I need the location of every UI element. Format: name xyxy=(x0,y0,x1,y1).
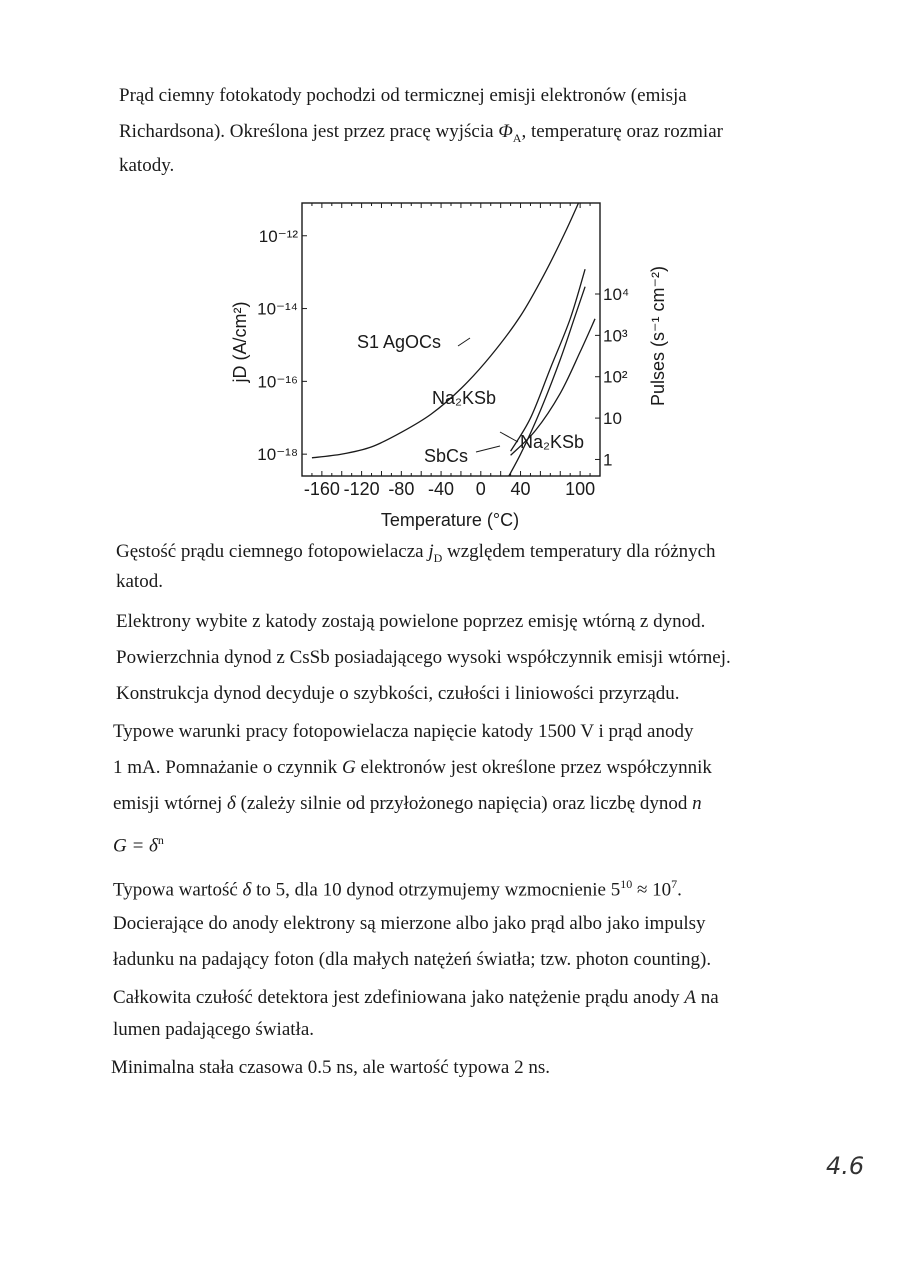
body-line-2 xyxy=(116,646,731,670)
body-line-3 xyxy=(116,682,680,706)
x-tick-label: -40 xyxy=(428,479,455,499)
body-line-11 xyxy=(113,1018,314,1042)
series-label-2: Na₂KSb xyxy=(432,388,497,408)
right-y-axis-title: Pulses (s⁻¹ cm⁻²) xyxy=(648,265,668,407)
left-y-tick-label: 10⁻¹⁶ xyxy=(257,372,298,392)
body-line-9 xyxy=(113,948,711,972)
body-line-8 xyxy=(113,912,706,936)
series-label-1: S1 AgOCs xyxy=(357,332,442,352)
text-segment: 7 xyxy=(671,877,678,891)
text-segment: A xyxy=(684,987,696,1008)
text-segment: Richardsona). Określona jest przez pracę wyjścia xyxy=(119,121,499,142)
left-y-axis-title: jD (A/cm²) xyxy=(230,301,250,383)
text-segment: 10 xyxy=(620,877,633,891)
body-line-4 xyxy=(113,720,693,744)
text-segment: A xyxy=(512,130,522,145)
label-leader-s1 xyxy=(458,338,470,346)
left-y-tick-label: 10⁻¹² xyxy=(258,226,298,246)
text-segment: lumen padającego światła. xyxy=(113,1019,315,1040)
text-segment: 1 mA. Pomnażanie o czynnik xyxy=(113,757,343,778)
text-segment: Całkowita czułość detektora jest zdefiniowana jako natężenie prądu anody xyxy=(113,987,685,1008)
left-y-tick-label: 10⁻¹⁴ xyxy=(257,299,298,319)
text-segment: emisji wtórnej xyxy=(113,793,227,814)
text-segment: ≈ 10 xyxy=(632,879,672,901)
text-segment: katody. xyxy=(119,155,175,176)
left-y-tick-label: 10⁻¹⁸ xyxy=(257,445,298,465)
text-segment: (zależy silnie od przyłożonego napięcia) oraz liczbę dynod xyxy=(235,793,693,814)
label-leader-sbcs xyxy=(476,446,500,452)
text-segment: Typowa wartość xyxy=(113,879,243,901)
text-segment: to 5, dla 10 dynod otrzymujemy wzmocnienie 5 xyxy=(251,879,621,901)
text-segment: elektronów jest określone przez współczynnik xyxy=(355,757,712,778)
x-tick-label: -160 xyxy=(303,479,340,499)
intro-line-1 xyxy=(119,84,687,108)
body-line-7 xyxy=(113,872,682,902)
series-line-3 xyxy=(511,269,585,451)
chart-labels xyxy=(230,227,668,530)
right-y-tick-label: 10³ xyxy=(603,326,628,346)
x-tick-label: 0 xyxy=(475,479,486,499)
body-line-12 xyxy=(111,1056,550,1080)
text-segment: Gęstość prądu ciemnego fotopowielacza xyxy=(116,541,429,562)
body-line-1 xyxy=(116,610,705,634)
text-segment: ładunku na padający foton (dla małych natężeń światła; tzw. photon counting). xyxy=(113,949,712,970)
x-tick-label: -80 xyxy=(388,479,415,499)
text-segment: Docierające do anody elektrony są mierzone albo jako prąd albo jako impulsy xyxy=(113,913,706,934)
text-segment: . xyxy=(677,879,682,901)
text-segment: j xyxy=(428,541,434,562)
text-segment: n xyxy=(692,793,702,814)
text-segment: Minimalna stała czasowa 0.5 ns, ale wartość typowa 2 ns. xyxy=(111,1057,550,1078)
text-segment: Prąd ciemny fotokatody pochodzi od termicznej emisji elektronów (emisja xyxy=(119,85,687,106)
x-axis-title: Temperature (°C) xyxy=(380,510,520,530)
body-line-6 xyxy=(113,792,702,816)
intro-line-2 xyxy=(119,120,723,150)
right-y-tick-label: 10⁴ xyxy=(603,285,630,304)
text-segment: na xyxy=(695,987,719,1008)
text-segment: Powierzchnia dynod z CsSb posiadającego wysoki współczynnik emisji wtórnej. xyxy=(116,647,731,668)
series-line-1 xyxy=(312,199,580,457)
series-label-3: SbCs xyxy=(424,446,469,466)
x-tick-label: 40 xyxy=(510,479,531,499)
text-segment: G xyxy=(342,757,356,778)
body-line-5 xyxy=(113,756,712,780)
right-y-tick-label: 10² xyxy=(603,367,628,387)
series-label-4: Na₂KSb xyxy=(520,432,585,452)
text-segment: δ xyxy=(226,793,236,814)
text-segment: Typowe warunki pracy fotopowielacza napięcie katody 1500 V i prąd anody xyxy=(113,721,694,742)
label-leader-na2ksb xyxy=(500,432,518,442)
page-number: 4.6 xyxy=(826,1152,865,1180)
body-line-10 xyxy=(113,986,719,1010)
text-segment: n xyxy=(157,833,164,847)
formula-line xyxy=(113,828,164,858)
text-segment: Konstrukcja dynod decyduje o szybkości, czułości i liniowości przyrządu. xyxy=(116,683,680,704)
text-segment: Φ xyxy=(498,121,513,142)
intro-line-3 xyxy=(119,154,174,178)
caption-line-1 xyxy=(116,540,716,570)
text-segment: , temperaturę oraz rozmiar xyxy=(521,121,723,142)
text-segment: względem temperatury dla różnych xyxy=(442,541,716,562)
text-segment: G = δ xyxy=(113,835,158,857)
right-y-tick-label: 1 xyxy=(603,450,613,470)
caption-line-2 xyxy=(116,570,163,594)
text-segment: Elektrony wybite z katody zostają powielone poprzez emisję wtórną z dynod. xyxy=(116,611,706,632)
text-segment: δ xyxy=(242,879,252,901)
right-y-tick-label: 10 xyxy=(603,409,622,429)
text-segment: D xyxy=(433,550,443,565)
text-segment: katod. xyxy=(116,571,163,592)
x-tick-label: -120 xyxy=(343,479,380,499)
x-tick-label: 100 xyxy=(565,479,596,499)
